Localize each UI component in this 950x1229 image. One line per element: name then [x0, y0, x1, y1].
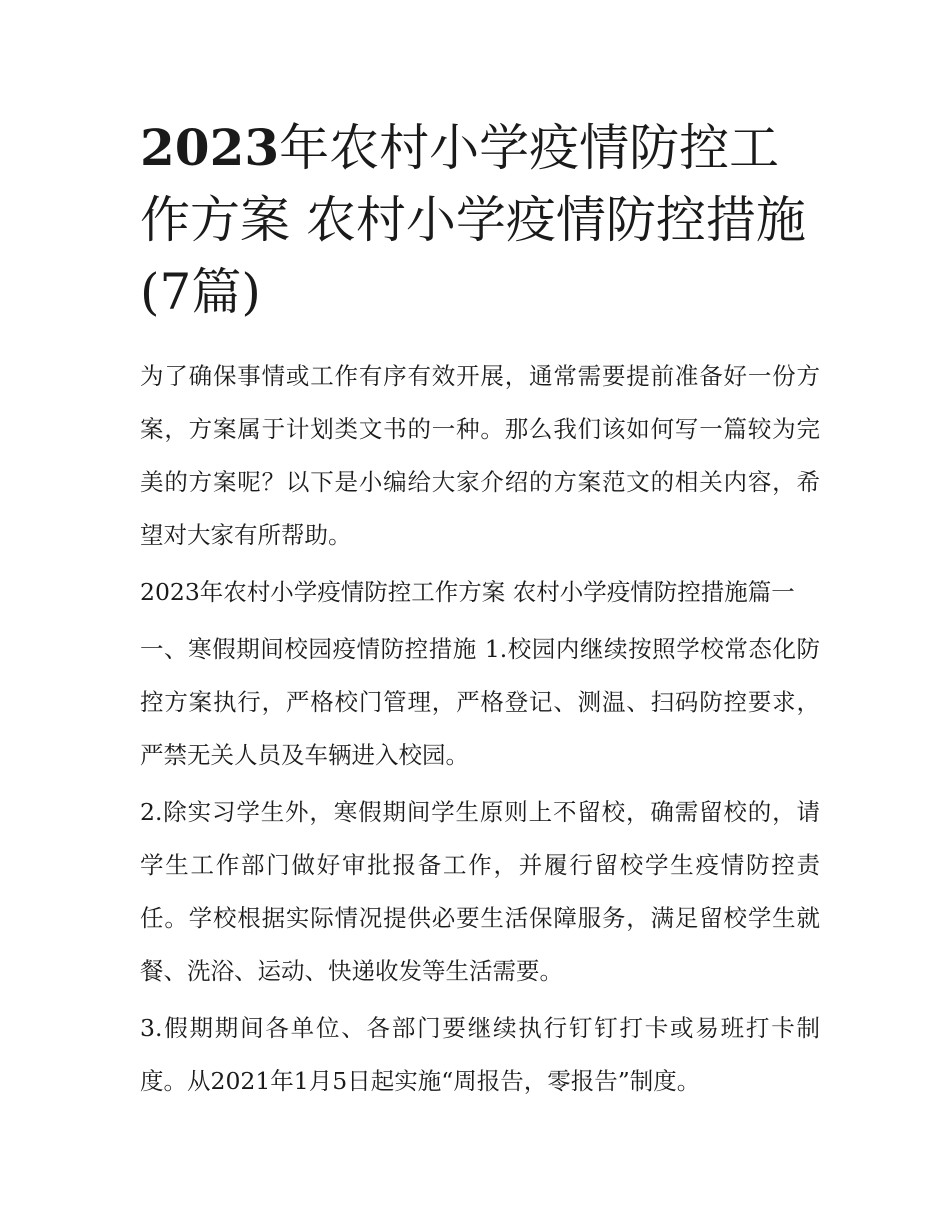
document-title: [140, 112, 820, 328]
measure-item-3: 3.假期期间各单位、各部门要继续执行钉钉打卡或易班打卡制度。从2021年1月5日起实施“周报告，零报告”制度。: [140, 1014, 820, 1095]
document-page: [140, 112, 820, 1112]
intro-paragraph: 为了确保事情或工作有序有效开展，通常需要提前准备好一份方案，方案属于计划类文书的一种。那么我们该如何写一篇较为完美的方案呢？以下是小编给大家介绍的方案范文的相关内容，希望对大家有所帮助。: [140, 362, 820, 549]
section-heading: 2023年农村小学疫情防控工作方案 农村小学疫情防控措施篇一: [140, 578, 795, 606]
title-text: 年农村小学疫情防控工作方案 农村小学疫情防控措施(7篇): [140, 119, 806, 321]
measure-item-1: 一、寒假期间校园疫情防控措施 1.校园内继续按照学校常态化防控方案执行，严格校门管理，严格登记、测温、扫码防控要求，严禁无关人员及车辆进入校园。: [140, 635, 820, 769]
title-year: 2023: [140, 118, 280, 177]
measure-item-2: 2.除实习学生外，寒假期间学生原则上不留校，确需留校的，请学生工作部门做好审批报备工作，并履行留校学生疫情防控责任。学校根据实际情况提供必要生活保障服务，满足留校学生就餐、洗浴、运动、快递收发等生活需要。: [140, 798, 820, 985]
